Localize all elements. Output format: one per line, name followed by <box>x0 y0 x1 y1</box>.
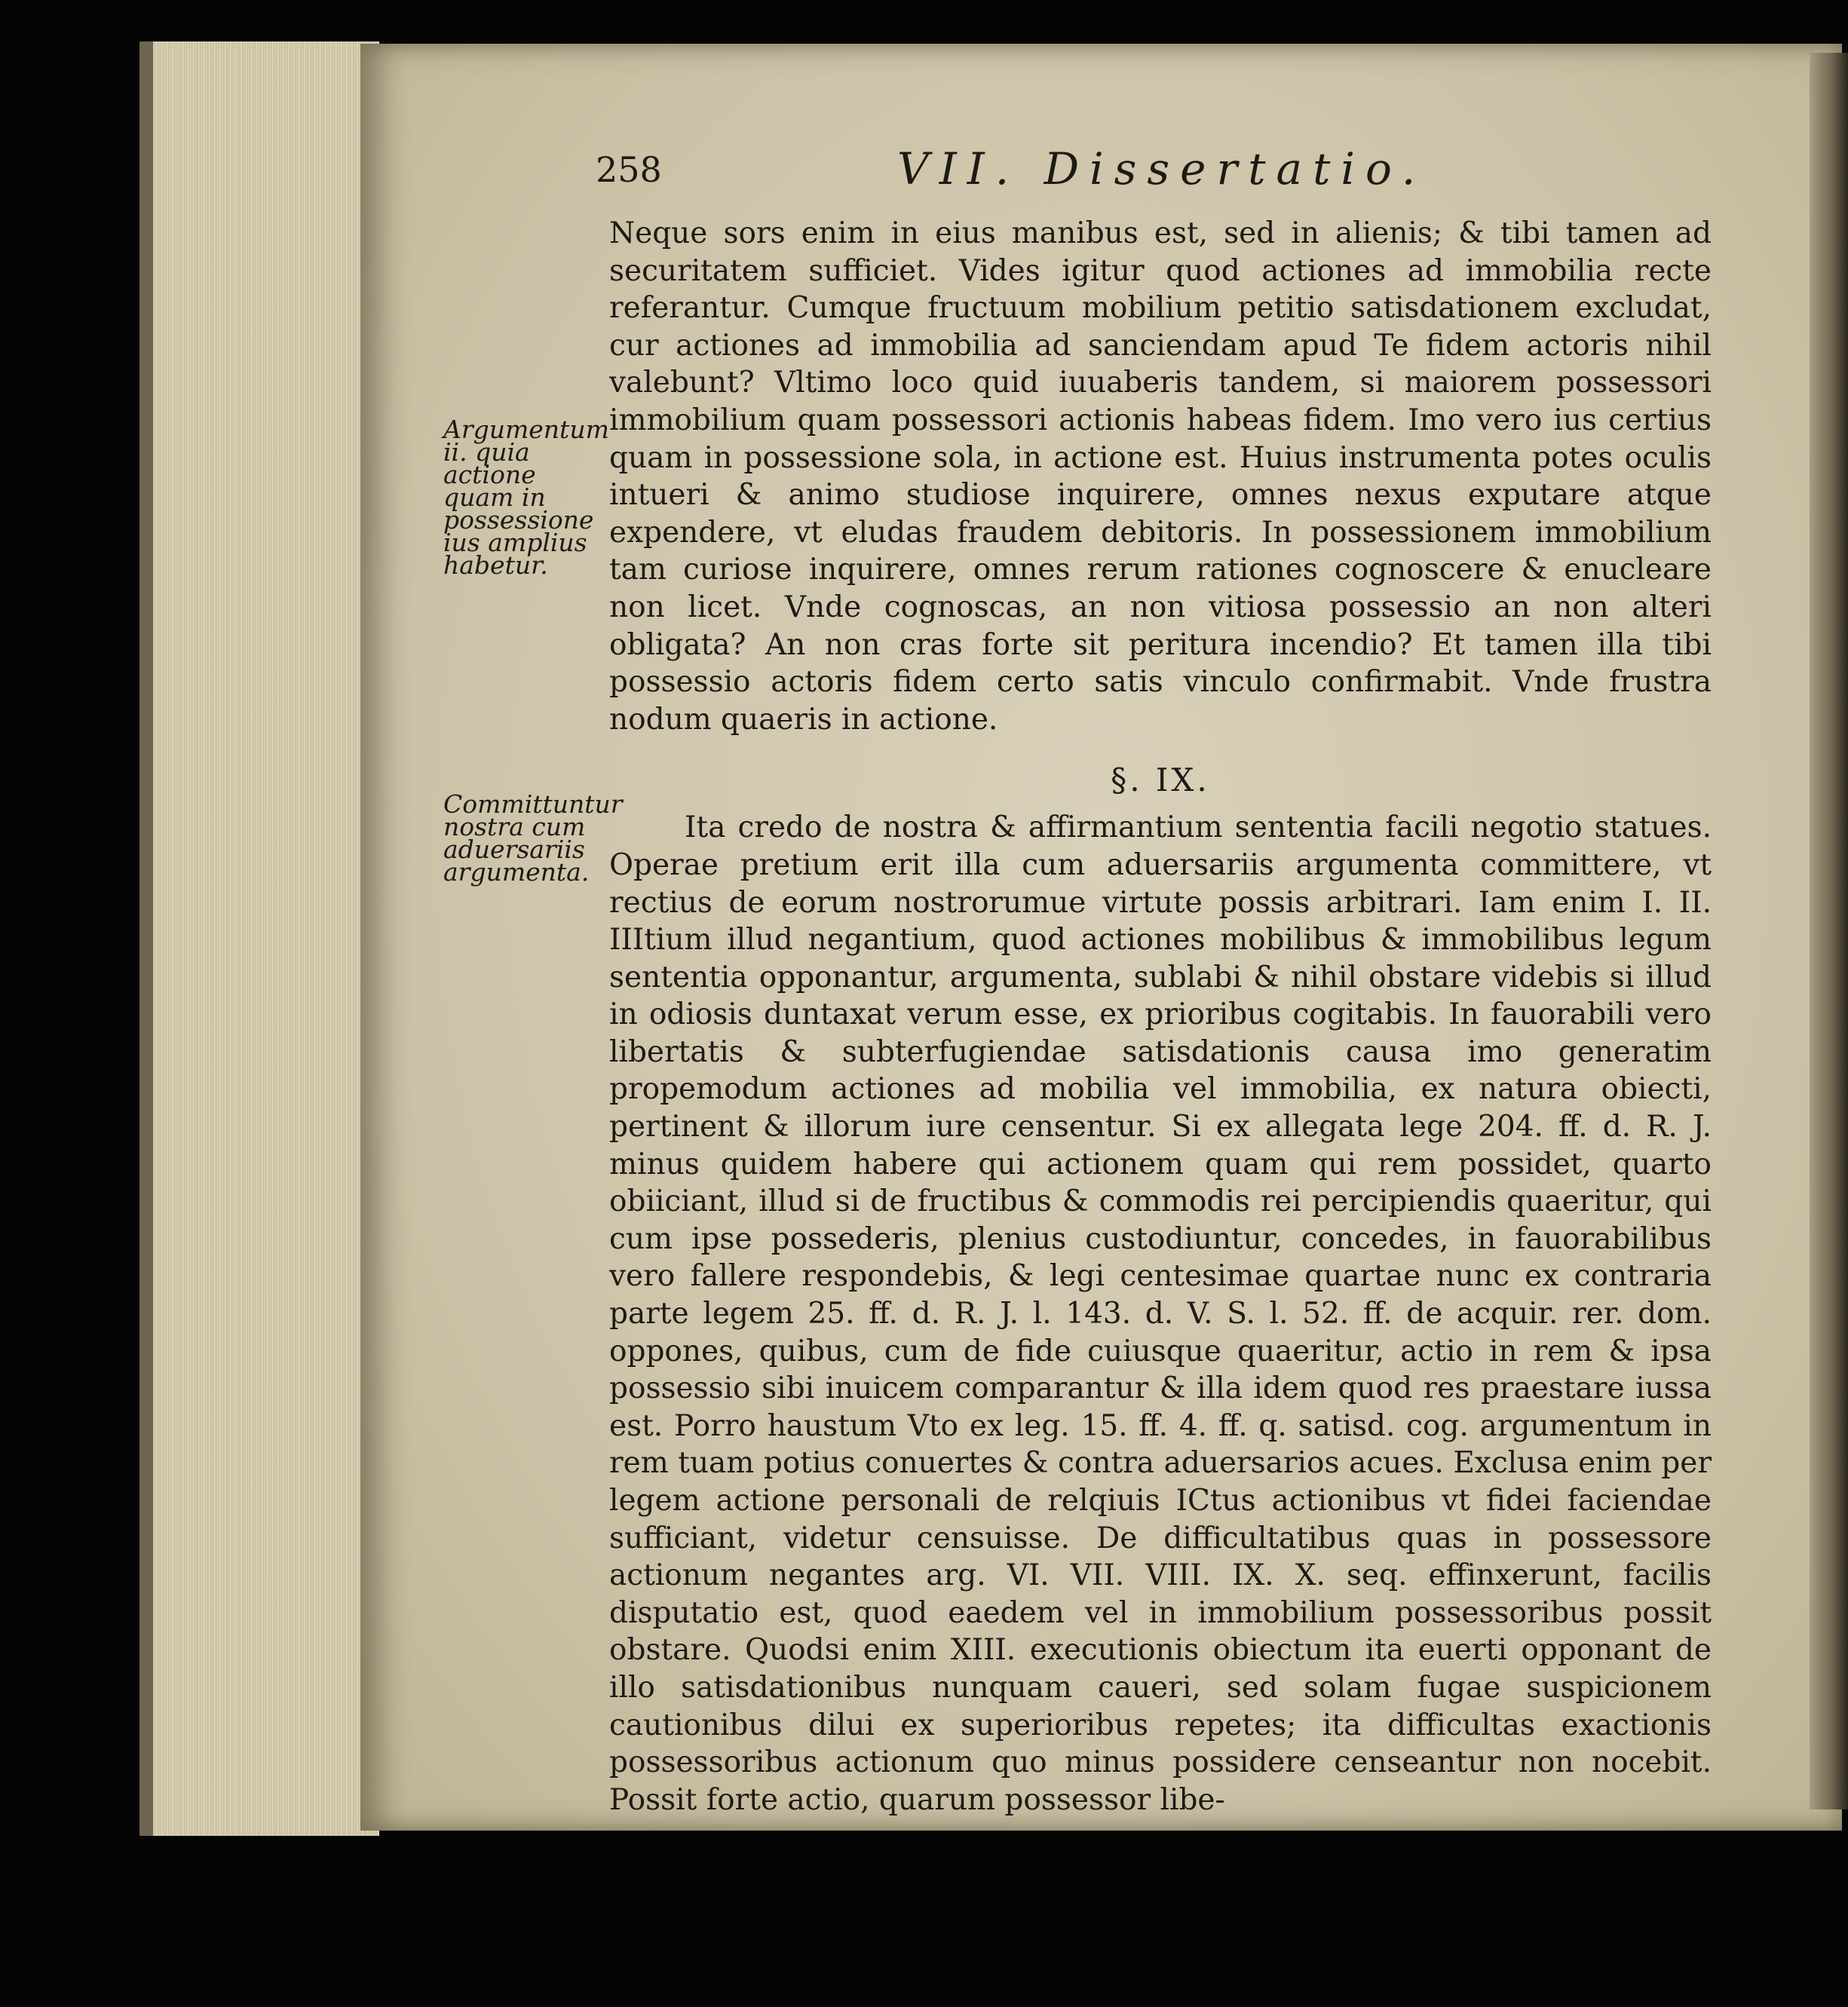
facing-page-edge <box>1810 53 1848 1809</box>
page-block-edge <box>139 41 379 1836</box>
paragraph: Ita credo de nostra & affirmantium sententia facili negotio statues. Operae pretium erit illa cum aduersariis argumenta committere, vt rectius de eorum nostrorumue virtute possis arbitrari. Iam enim I. II. IIItium illud negantium, quod actiones mobilibus & immobilibus legum sententia opponantur, argumenta, sublabi & nihil obstare videbis si illud in odiosis duntaxat verum esse, ex prioribus cogitabis. In fauorabili vero libertatis & subterfugiendae satisdationis causa imo generatim propemodum actiones ad mobilia vel immobilia, ex natura obiecti, pertinent & illorum iure censentur. Si ex allegata lege 204. ff. d. R. J. minus quidem habere qui actionem quam qui rem possidet, quarto obiiciant, illud si de fructibus & commodis rei percipiendis quaeritur, qui cum ipse possederis, plenius custodiuntur, concedes, in fauorabilibus vero fallere respondebis, & legi centesimae quartae nunc ex contraria parte legem 25. ff. d. R. J. l. 143. d. V. S. l. 52. ff. de acquir. rer. dom. oppones, quibus, cum de fide cuiusque quaeritur, actio in rem & ipsa possessio sibi inuicem comparantur & illa idem quod res praestare iussa est. Porro haustum Vto ex leg. 15. ff. 4. ff. q. satisd. cog. argumentum in rem tuam potius conuertes & contra aduersarios acues. Exclusa enim per legem actione personali de relqiuis ICtus actionibus vt fidei faciendae sufficiant, videtur censuisse. De difficultatibus quas in possessore actionum negantes arg. VI. VII. VIII. IX. X. seq. effinxerunt, facilis disputatio est, quod eaedem vel in immobilium possessoribus possit obstare. Quodsi enim XIII. executionis obiectum ita euerti opponant de illo satisdationibus nunquam caueri, sed solam fugae suspicionem cautionibus dilui ex superioribus repetes; ita difficultas exactionis possessoribus actionum quo minus possidere censeantur non nocebit. Possit forte actio, quarum possessor libe- <box>609 810 1712 1817</box>
paragraph: Neque sors enim in eius manibus est, sed in alienis; & tibi tamen ad securitatem sufficiet. Vides igitur quod actiones ad immobilia recte referantur. Cumque fructuum mobilium petitio satisdationem excludat, cur actiones ad immobilia ad sanciendam apud Te fidem actoris nihil valebunt? Vltimo loco quid iuuaberis tandem, si maiorem possessori immobilium quam possessori actionis habeas fidem. Imo vero ius certius quam in possessione sola, in actione est. Huius instrumenta potes oculis intueri & animo studiose inquirere, omnes nexus exputare atque expendere, vt eludas fraudem debitoris. In possessionem immobilium tam curiose inquirere, omnes rerum rationes cognoscere & enucleare non licet. Vnde cognoscas, an non vitiosa possessio an non alteri obligata? An non cras forte sit peritura incendio? Et tamen illa tibi possessio actoris fidem certo satis vinculo confirmabit. Vnde frustra nodum quaeris in actione. <box>609 216 1712 737</box>
section-heading: §. IX. <box>1111 761 1210 799</box>
body-text <box>609 215 1712 1819</box>
margin-note: Committuntur nostra cum aduersariis argumenta. <box>443 789 623 887</box>
page-number: 258 <box>596 149 662 190</box>
page-header <box>596 143 1425 196</box>
running-head: VII. Dissertatio. <box>897 143 1427 195</box>
margin-note: Argumentum ii. quia actione quam in possessione ius amplius habetur. <box>443 415 609 580</box>
